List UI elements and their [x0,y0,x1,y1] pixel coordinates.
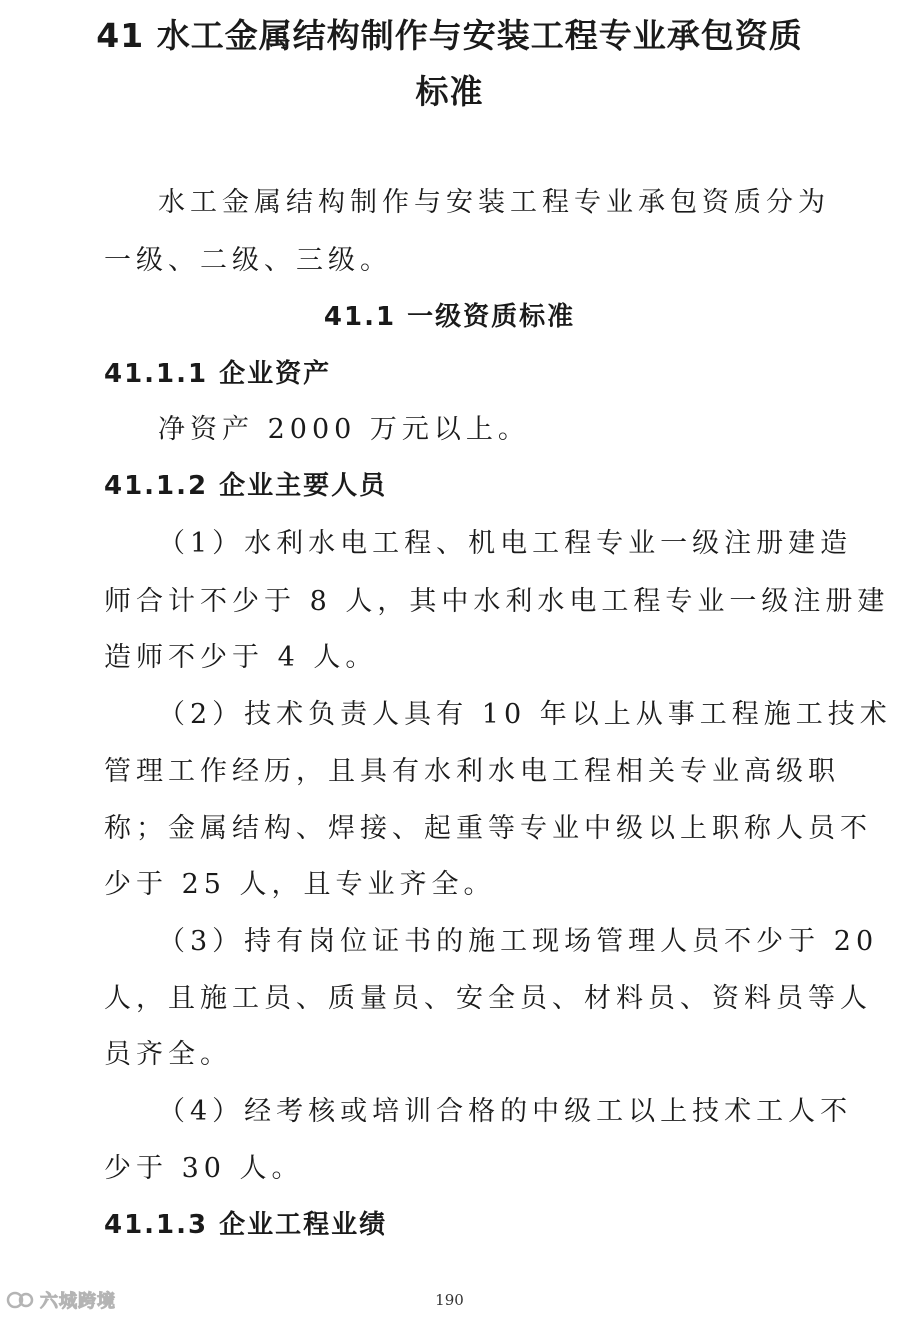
personnel-item-1-line-1: （1）水利水电工程、机电工程专业一级注册建造 [158,528,853,559]
intro-line-1: 水工金属结构制作与安装工程专业承包资质分为 [158,187,830,218]
personnel-item-3-line-3: 员齐全。 [104,1039,232,1070]
document-title-line-2: 标准 [415,72,484,111]
personnel-item-1-line-3: 造师不少于 4 人。 [104,642,378,673]
heading-41-1-1: 41.1.1 企业资产 [104,359,332,389]
personnel-item-3-line-1: （3）持有岗位证书的施工现场管理人员不少于 20 [158,926,879,957]
page-number: 190 [435,1291,464,1309]
watermark [6,1287,116,1313]
personnel-item-4-line-1: （4）经考核或培训合格的中级工以上技术工人不 [158,1096,853,1127]
personnel-item-2-line-1: （2）技术负责人具有 10 年以上从事工程施工技术 [158,699,892,730]
personnel-item-2-line-2: 管理工作经历，且具有水利水电工程相关专业高级职 [104,756,840,787]
watermark-text: 六城跨境 [40,1291,116,1312]
section-heading-41-1: 41.1 一级资质标准 [323,302,576,332]
personnel-item-1-line-2: 师合计不少于 8 人，其中水利水电工程专业一级注册建 [104,586,890,617]
heading-41-1-3: 41.1.3 企业工程业绩 [104,1210,388,1240]
intro-line-2: 一级、二级、三级。 [104,245,392,276]
personnel-item-4-line-2: 少于 30 人。 [104,1153,304,1184]
heading-41-1-2: 41.1.2 企业主要人员 [104,471,388,501]
logo-icon [6,1289,36,1311]
personnel-item-2-line-4: 少于 25 人，且专业齐全。 [104,869,496,900]
document-title-line-1: 41 水工金属结构制作与安装工程专业承包资质 [96,16,803,55]
personnel-item-2-line-3: 称；金属结构、焊接、起重等专业中级以上职称人员不 [104,813,872,844]
assets-text: 净资产 2000 万元以上。 [158,414,530,445]
personnel-item-3-line-2: 人，且施工员、质量员、安全员、材料员、资料员等人 [104,983,872,1014]
